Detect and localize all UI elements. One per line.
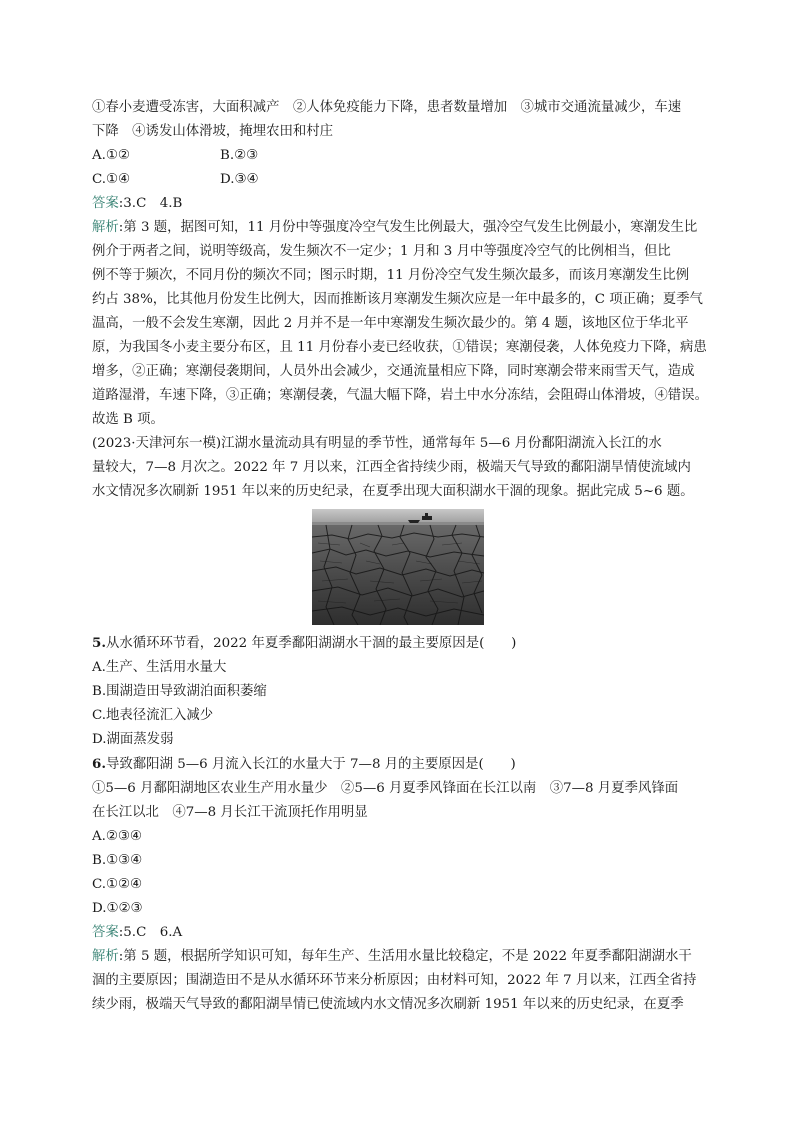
answer-5-6 <box>92 921 704 945</box>
q5-option-b: B.围湖造田导致湖泊面积萎缩 <box>92 684 267 699</box>
q6-items-line-2: 在长江以北 ④7—8 月长江干流顶托作用明显 <box>92 805 368 820</box>
answer-text: :5.C 6.A <box>118 925 183 940</box>
q6-option-b: B.①③④ <box>92 853 143 868</box>
q4-options-row-2 <box>92 168 704 192</box>
analysis-label: 解析 <box>92 949 119 964</box>
q5-stem: 5.从水循环环节看，2022 年夏季鄱阳湖湖水干涸的最主要原因是( ) <box>92 635 517 651</box>
analysis-3-4-line-5: 温高，一般不会发生寒潮，因此 2 月并不是一年中寒潮发生频次最少的。第 4 题，该地区位于华北平 <box>92 316 689 331</box>
analysis-3-4-line-6: 原，为我国冬小麦主要分布区，且 11 月份春小麦已经收获，①错误；寒潮侵袭，人体免疫力下降，病患 <box>92 340 707 355</box>
q4-items-line-2: 下降 ④诱发山体滑坡，掩埋农田和村庄 <box>92 124 334 139</box>
analysis-5-6-line-1: 解析:第 5 题，根据所学知识可知，每年生产、生活用水量比较稳定，不是 2022 年夏季鄱阳湖湖水干 <box>92 949 692 964</box>
analysis-3-4-line-4: 约占 38%，比其他月份发生比例大，因而推断该月寒潮发生频次应是一年中最多的，C 项正确；夏季气 <box>92 292 703 307</box>
q4-option-d: D.③④ <box>220 172 259 187</box>
material-line-1: (2023·天津河东一模)江湖水量流动具有明显的季节性，通常每年 5—6 月份鄱阳湖流入长江的水 <box>92 436 662 451</box>
document-page <box>92 96 708 1017</box>
q6-option-a: A.②③④ <box>92 829 142 844</box>
analysis-label: 解析 <box>92 220 119 235</box>
analysis-3-4-line-8: 道路湿滑，车速下降，③正确；寒潮侵袭，气温大幅下降，岩土中水分冻结，会阻碍山体滑坡，④错误。 <box>92 388 708 403</box>
q5-option-d: D.湖面蒸发弱 <box>92 732 174 747</box>
analysis-3-4-line-7: 增多，②正确；寒潮侵袭期间，人员外出会减少，交通流量相应下降，同时寒潮会带来雨雪天气，造成 <box>92 364 695 379</box>
analysis-3-4-line-3: 例不等于频次，不同月份的频次不同；图示时期，11 月份冷空气发生频次最多，而该月寒潮发生比例 <box>92 268 690 283</box>
analysis-3-4-line-1: 解析:第 3 题，据图可知，11 月份中等强度冷空气发生比例最大，强冷空气发生比例最小，寒潮发生比 <box>92 220 698 235</box>
answer-label: 答案 <box>92 925 119 940</box>
answer-3-4 <box>92 192 704 216</box>
q4-option-c: C.①④ <box>92 172 131 187</box>
dry-cracked-lakebed-photo <box>312 509 484 625</box>
figure <box>92 509 704 625</box>
answer-text: :3.C 4.B <box>118 196 183 211</box>
analysis-3-4-line-9: 故选 B 项。 <box>92 412 164 427</box>
material-line-3: 水文情况多次刷新 1951 年以来的历史纪录，在夏季出现大面积湖水干涸的现象。据此完成 5~6 题。 <box>92 484 694 499</box>
q5-number: 5. <box>92 635 106 651</box>
q4-items-line-1: ①春小麦遭受冻害，大面积减产 ②人体免疫能力下降，患者数量增加 ③城市交通流量减少，车速 <box>92 100 682 115</box>
q6-stem: 6.导致鄱阳湖 5—6 月流入长江的水量大于 7—8 月的主要原因是( ) <box>92 756 516 772</box>
analysis-3-4-line-2: 例介于两者之间，说明等级高，发生频次不一定少；1 月和 3 月中等强度冷空气的比例相当，但比 <box>92 244 671 259</box>
q6-option-c: C.①②④ <box>92 877 143 892</box>
q6-option-d: D.①②③ <box>92 901 143 916</box>
q4-options-row-1 <box>92 144 704 168</box>
q6-items-line-1: ①5—6 月鄱阳湖地区农业生产用水量少 ②5—6 月夏季风锋面在长江以南 ③7—8 月夏季风锋面 <box>92 781 679 796</box>
q5-option-c: C.地表径流汇入减少 <box>92 708 214 723</box>
analysis-5-6-line-3: 续少雨，极端天气导致的鄱阳湖旱情已使流域内水文情况多次刷新 1951 年以来的历史纪录，在夏季 <box>92 997 684 1012</box>
material-line-2: 量较大，7—8 月次之。2022 年 7 月以来，江西全省持续少雨，极端天气导致的鄱阳湖旱情使流域内 <box>92 460 691 475</box>
q5-option-a: A.生产、生活用水量大 <box>92 660 227 675</box>
analysis-5-6-line-2: 涸的主要原因；围湖造田不是从水循环环节来分析原因；由材料可知，2022 年 7 月以来，江西全省持 <box>92 973 697 988</box>
q4-option-b: B.②③ <box>220 148 259 163</box>
q6-number: 6. <box>92 756 106 772</box>
q4-option-a: A.①② <box>92 148 130 163</box>
answer-label: 答案 <box>92 196 119 211</box>
